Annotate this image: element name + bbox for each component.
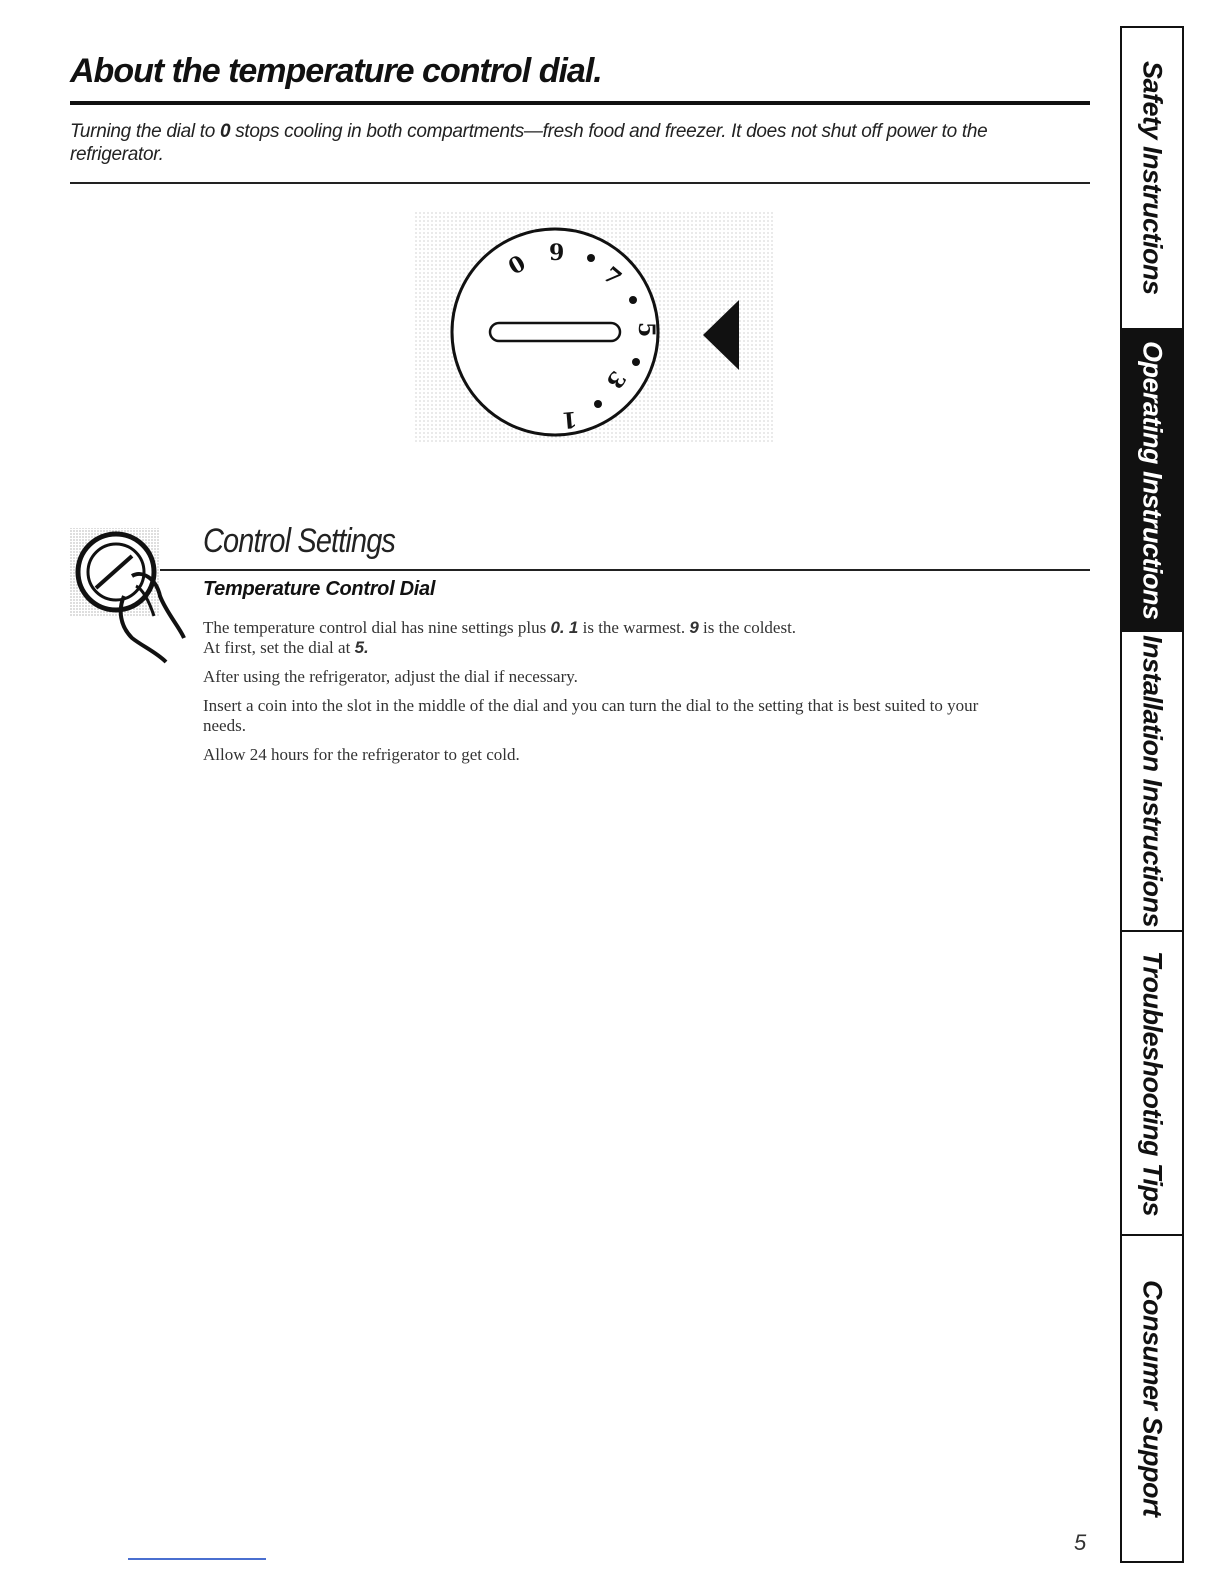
tab-label: Troubleshooting Tips: [1137, 950, 1168, 1216]
dial-dot: [587, 254, 595, 262]
page-title: About the temperature control dial.: [70, 52, 602, 90]
tab-consumer-support[interactable]: [1122, 1236, 1182, 1561]
section-rule: [160, 569, 1090, 571]
hand-dial-icon: [70, 500, 190, 670]
dial-number-0: 0: [504, 250, 531, 281]
tab-installation-instructions[interactable]: [1122, 632, 1182, 932]
paragraph-adjust: After using the refrigerator, adjust the dial if necessary.: [203, 667, 578, 686]
tab-label: Consumer Support: [1137, 1280, 1168, 1517]
section-body: [203, 618, 1003, 774]
intro-setting: 0: [219, 121, 231, 142]
tab-troubleshooting-tips[interactable]: [1122, 932, 1182, 1236]
dial-number-7: 7: [597, 261, 627, 292]
setting-zero: 0.: [550, 618, 565, 637]
dial-number-9: 9: [549, 240, 565, 266]
tab-safety-instructions[interactable]: [1122, 28, 1182, 330]
intro-after: stops cooling in both compartments—fresh food and freezer. It does not shut off power to the refrigerator.: [70, 121, 988, 165]
setting-nine: 9: [689, 618, 699, 637]
section-subtitle: Temperature Control Dial: [203, 578, 436, 600]
tab-operating-instructions[interactable]: [1122, 330, 1182, 632]
text-run: is the warmest.: [578, 618, 690, 637]
dial-dot: [629, 296, 637, 304]
section-tabs-sidebar: [1120, 26, 1184, 1563]
dial-number-3: 3: [600, 365, 631, 394]
intro-before: Turning the dial to: [70, 121, 220, 142]
intro-text: [70, 120, 1080, 166]
paragraph-settings: [203, 618, 1003, 658]
tab-label: Operating Instructions: [1137, 340, 1168, 620]
tab-label: Safety Instructions: [1137, 61, 1168, 295]
title-rule: [70, 101, 1090, 105]
setting-five: 5.: [354, 638, 369, 657]
dial-number-1: 1: [560, 405, 579, 433]
tab-label: Installation Instructions: [1137, 634, 1168, 928]
text-run: The temperature control dial has nine settings plus: [203, 618, 551, 637]
dial-number-5: 5: [633, 322, 659, 338]
section-title: Control Settings: [203, 522, 396, 560]
intro-rule: [70, 182, 1090, 184]
dial-dot: [594, 400, 602, 408]
paragraph-coin: Insert a coin into the slot in the middle of the dial and you can turn the dial to the setting that is best suited to your needs.: [203, 696, 979, 735]
text-run: is the coldest.: [698, 618, 797, 637]
text-run: At first, set the dial at: [203, 638, 355, 657]
temperature-dial-illustration: [415, 212, 775, 442]
setting-one: 1: [568, 618, 579, 637]
dial-dot: [632, 358, 640, 366]
page-number: 5: [1074, 1530, 1087, 1555]
footer-line: [128, 1558, 266, 1560]
paragraph-wait: Allow 24 hours for the refrigerator to get cold.: [203, 745, 520, 764]
dial-coin-slot: [490, 323, 620, 341]
